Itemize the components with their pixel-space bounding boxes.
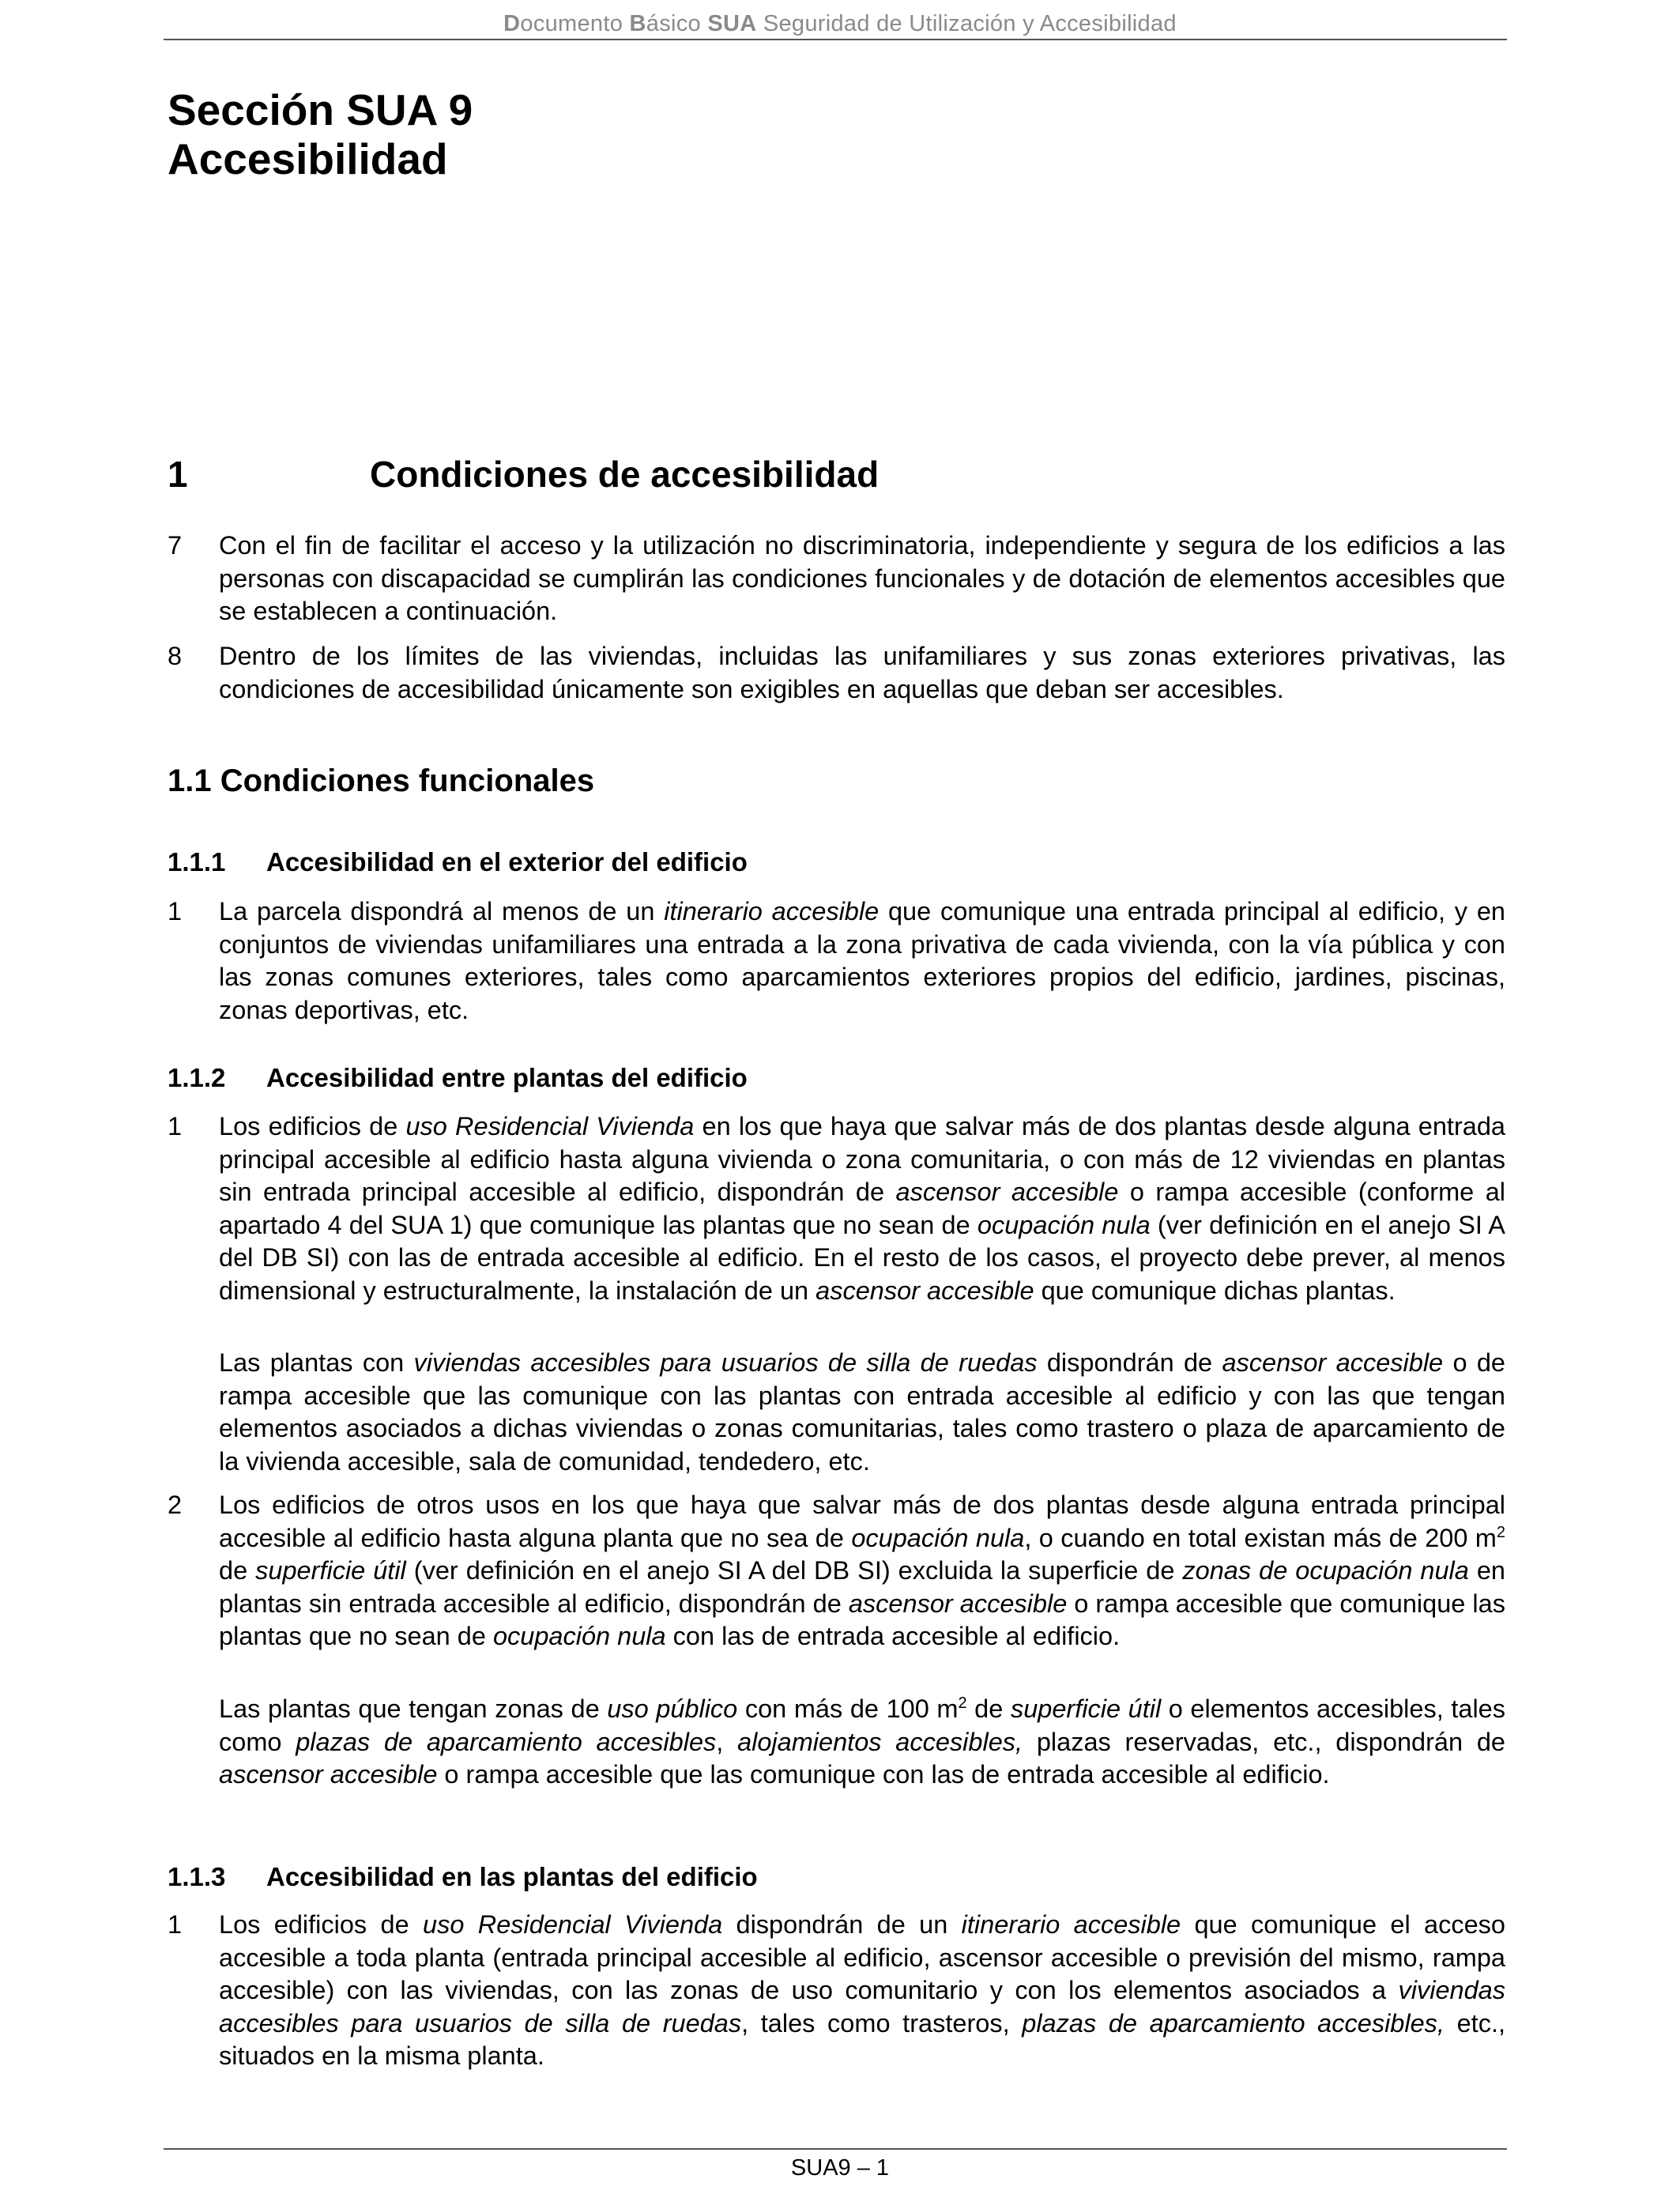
- heading-number: 1.1.2: [168, 1063, 226, 1092]
- header-word-rest: ocumento: [520, 11, 623, 36]
- defined-term: alojamientos accesibles,: [737, 1727, 1023, 1756]
- defined-term: viviendas accesibles para usuarios de silla de ruedas: [219, 1976, 1505, 2038]
- heading-number: 1.1.3: [168, 1862, 226, 1891]
- footer-rule: [164, 2148, 1507, 2150]
- page-number: SUA9 – 1: [790, 2155, 890, 2181]
- section-title: [168, 85, 473, 183]
- paragraph-number: 1: [168, 897, 183, 925]
- defined-term: itinerario accesible: [961, 1910, 1181, 1939]
- defined-term: ocupación nula: [851, 1523, 1025, 1552]
- paragraph-1-1-2-1-cont: Las plantas con viviendas accesibles para usuarios de silla de ruedas dispondrán de ascensor accesible o de rampa accesible que las comunique con las plantas con entrada accesible al edificio y con las que tengan elementos asociados a dichas viviendas o zonas comunitarias, tales como trastero o plaza de aparcamiento de la vivienda accesible, sala de comunidad, tendedero, etc.: [219, 1348, 1505, 1476]
- defined-term: superficie útil: [1010, 1695, 1162, 1723]
- paragraph-8: [168, 640, 1505, 706]
- paragraph-text: Con el fin de facilitar el acceso y la utilización no discriminatoria, independiente y segura de los edificios a las personas con discapacidad se cumplirán las condiciones funcionales y de dotación de elementos accesibles que se establecen a continuación.: [219, 531, 1505, 625]
- header-word-initial: D: [503, 11, 521, 36]
- heading-text: Accesibilidad en el exterior del edificio: [266, 847, 748, 876]
- heading-1-1-2: [168, 1063, 748, 1093]
- header-word-initial: B: [629, 11, 646, 36]
- header-word-rest: ásico: [646, 11, 701, 36]
- defined-term: superficie útil: [255, 1556, 406, 1585]
- heading-1-1-1: [168, 847, 748, 877]
- heading-1-1: 1.1 Condiciones funcionales: [168, 763, 595, 798]
- defined-term: ascensor accesible: [895, 1178, 1119, 1206]
- heading-text: Accesibilidad entre plantas del edificio: [266, 1063, 748, 1092]
- defined-term: ascensor accesible: [219, 1760, 438, 1789]
- paragraph-1-1-2-1: 1 Los edificios de uso Residencial Vivienda en los que haya que salvar más de dos plantas desde alguna entrada principal accesible al edificio hasta alguna vivienda o zona comunitaria, o con más de 12 viviendas en plantas sin entrada principal accesible al edificio, dispondrán de ascensor accesible o rampa accesible (conforme al apartado 4 del SUA 1) que comunique las plantas que no sean de ocupación nula (ver definición en el anejo SI A del DB SI) con las de entrada accesible al edificio. En el resto de los casos, el proyecto debe prever, al menos dimensional y estructuralmente, la instalación de un ascensor accesible que comunique dichas plantas.: [168, 1112, 1505, 1305]
- paragraph-1-1-2-2: 2 Los edificios de otros usos en los que haya que salvar más de dos plantas desde alguna entrada principal accesible al edificio hasta alguna planta que no sea de ocupación nula, o cuando en total existan más de 200 $m^2$ de superficie útil (ver definición en el anejo SI A del DB SI) excluida la superficie de zonas de ocupación nula en plantas sin entrada accesible al edificio, dispondrán de ascensor accesible o rampa accesible que comunique las plantas que no sean de ocupación nula con las de entrada accesible al edificio.: [168, 1491, 1505, 1650]
- header-word-initial: SUA: [707, 11, 757, 36]
- heading-1-number: 1: [168, 454, 188, 495]
- defined-term: ascensor accesible: [816, 1276, 1034, 1305]
- defined-term: plazas de aparcamiento accesibles: [296, 1727, 717, 1756]
- paragraph-1-1-2-2-cont: Las plantas que tengan zonas de uso público con más de 100 $m^2$ de superficie útil o elementos accesibles, tales como plazas de aparcamiento accesibles, alojamientos accesibles, plazas reservadas, etc., dispondrán de ascensor accesible o rampa accesible que las comunique con las de entrada accesible al edificio.: [219, 1695, 1505, 1789]
- heading-number: 1.1.1: [168, 847, 226, 876]
- heading-text: Accesibilidad en las plantas del edificio: [266, 1862, 758, 1891]
- defined-term: uso Residencial Vivienda: [405, 1112, 695, 1140]
- running-header: [0, 11, 1680, 37]
- header-subtitle: Seguridad de Utilización y Accesibilidad: [763, 11, 1177, 36]
- superscript: 2: [1496, 1523, 1505, 1541]
- paragraph-number: 1: [168, 1112, 183, 1140]
- paragraph-7: [168, 530, 1505, 628]
- defined-term: uso público: [607, 1695, 738, 1723]
- paragraph-number: 7: [168, 531, 183, 560]
- paragraph-text: Dentro de los límites de las viviendas, incluidas las unifamiliares y sus zonas exteriores privativas, las condiciones de accesibilidad únicamente son exigibles en aquellas que deban ser accesibles.: [219, 642, 1505, 703]
- defined-term: ascensor accesible: [1222, 1348, 1444, 1377]
- defined-term: zonas de ocupación nula: [1182, 1556, 1469, 1585]
- defined-term: ascensor accesible: [848, 1589, 1068, 1618]
- heading-1-1-3: [168, 1862, 758, 1892]
- paragraph-number: 8: [168, 642, 183, 670]
- defined-term: ocupación nula: [977, 1210, 1151, 1239]
- section-title-line1: Sección SUA 9: [168, 85, 473, 134]
- header-rule: [164, 39, 1507, 40]
- defined-term: plazas de aparcamiento accesibles,: [1022, 2008, 1445, 2038]
- section-title-line2: Accesibilidad: [168, 134, 448, 183]
- paragraph-number: 1: [168, 1910, 183, 1939]
- paragraph-number: 2: [168, 1491, 183, 1519]
- defined-term: viviendas accesibles para usuarios de silla de ruedas: [413, 1348, 1038, 1377]
- heading-1-text: Condiciones de accesibilidad: [370, 454, 880, 495]
- paragraph-1-1-3-1: 1 Los edificios de uso Residencial Vivienda dispondrán de un itinerario accesible que comunique el acceso accesible a toda planta (entrada principal accesible al edificio, ascensor accesible o previsión del mismo, rampa accesible) con las viviendas, con las zonas de uso comunitario y con los elementos asociados a viviendas accesibles para usuarios de silla de ruedas, tales como trasteros, plazas de aparcamiento accesibles, etc., situados en la misma planta.: [168, 1910, 1506, 2070]
- defined-term: uso Residencial Vivienda: [423, 1910, 723, 1939]
- defined-term: ocupación nula: [492, 1622, 666, 1650]
- superscript: 2: [958, 1695, 967, 1712]
- defined-term: itinerario accesible: [664, 897, 880, 925]
- paragraph-1-1-1-1: 1 La parcela dispondrá al menos de un itinerario accesible que comunique una entrada principal al edificio, y en conjuntos de viviendas unifamiliares una entrada a la zona privativa de cada vivienda, con la vía pública y con las zonas comunes exteriores, tales como aparcamientos exteriores propios del edificio, jardines, piscinas, zonas deportivas, etc.: [168, 897, 1505, 1024]
